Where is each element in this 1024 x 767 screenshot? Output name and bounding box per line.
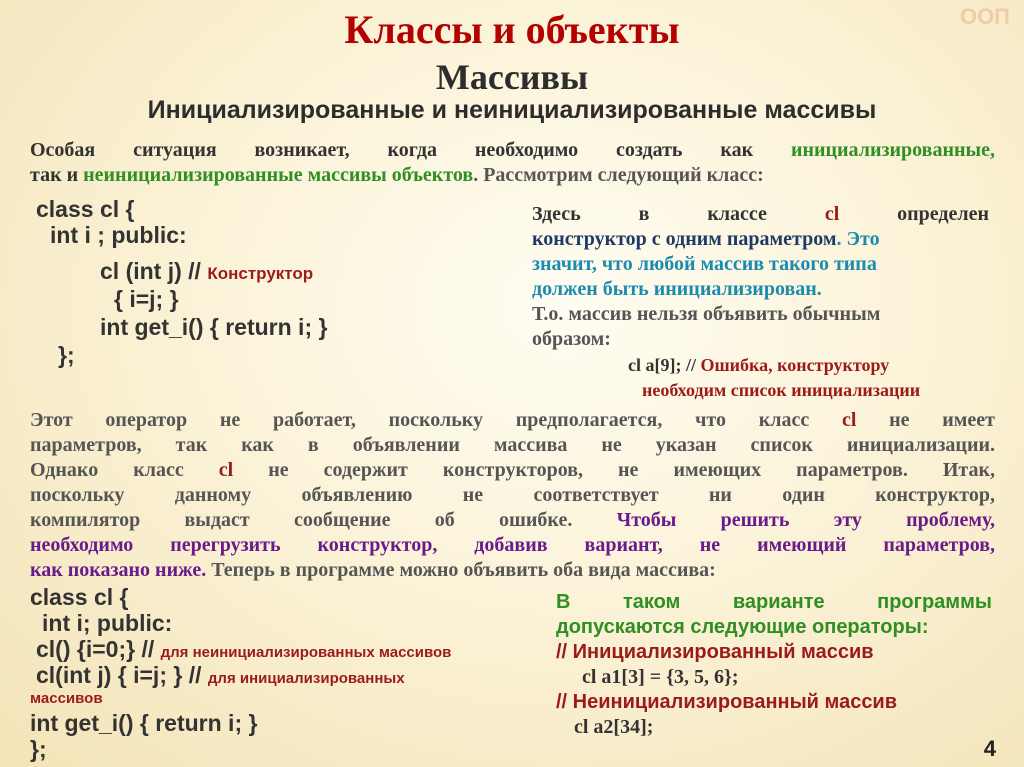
code-line: cl() {i=0;} // для неинициализированных массивов bbox=[36, 636, 452, 662]
code-line: int i ; public: bbox=[50, 222, 187, 248]
code-line: int get_i() { return i; } bbox=[100, 314, 328, 340]
slide-topic: Инициализированные и неинициализированные массивы bbox=[147, 96, 877, 124]
note-constructor: Здесь в классе cl определен конструктор с одним параметром. Это значит, что любой массив такого типа должен быть инициализирован. Т.о. массив нельзя объявить обычным образом: bbox=[532, 203, 989, 350]
code-line: }; bbox=[30, 736, 47, 762]
code-line: class cl { bbox=[36, 196, 135, 222]
note-variant: В таком варианте программы допускаются следующие операторы: // Инициализированный массив cl a1[3] = {3, 5, 6}; // Неинициализированный массив cl a2[34]; bbox=[556, 591, 992, 738]
code-line: int i; public: bbox=[42, 610, 173, 636]
code-line: cl(int j) { i=j; } // для инициализированных bbox=[36, 662, 405, 688]
error-example: cl a[9]; // Ошибка, конструктору bbox=[628, 355, 890, 375]
slide-title: Классы и объекты bbox=[344, 7, 680, 52]
code-comment: массивов bbox=[30, 690, 103, 707]
code-line: class cl { bbox=[30, 584, 129, 610]
page-number: 4 bbox=[983, 736, 996, 761]
code-line: { i=j; } bbox=[114, 286, 179, 312]
error-example-note: необходим список инициализации bbox=[642, 380, 921, 400]
intro-text: Особая ситуация возникает, когда необходимо создать как инициализированные, так и неинициализированные массивы объектов. Рассмотрим следующий класс: bbox=[30, 139, 995, 186]
code-line: cl (int j) // Конструктор bbox=[100, 258, 314, 284]
code-line: }; bbox=[58, 342, 75, 368]
code-line: int get_i() { return i; } bbox=[30, 710, 258, 736]
corner-label: ООП bbox=[959, 4, 1010, 29]
slide-subtitle: Массивы bbox=[435, 57, 589, 97]
main-paragraph: Этот оператор не работает, поскольку предполагается, что класс cl не имеет параметров, так как в объявлении массива не указан список инициализации. Однако класс cl не содержит конструкторов, не имеющих параметров. Итак, поскольку данному объявлению не соответствует ни один конструктор, компилятор выдаст сообщение об ошибке. Чтобы решить эту проблему, необходимо перегрузить конструктор, добавив вариант, не имеющий параметров, как показано ниже. Теперь в программе можно объявить оба вида массива: bbox=[30, 409, 996, 581]
